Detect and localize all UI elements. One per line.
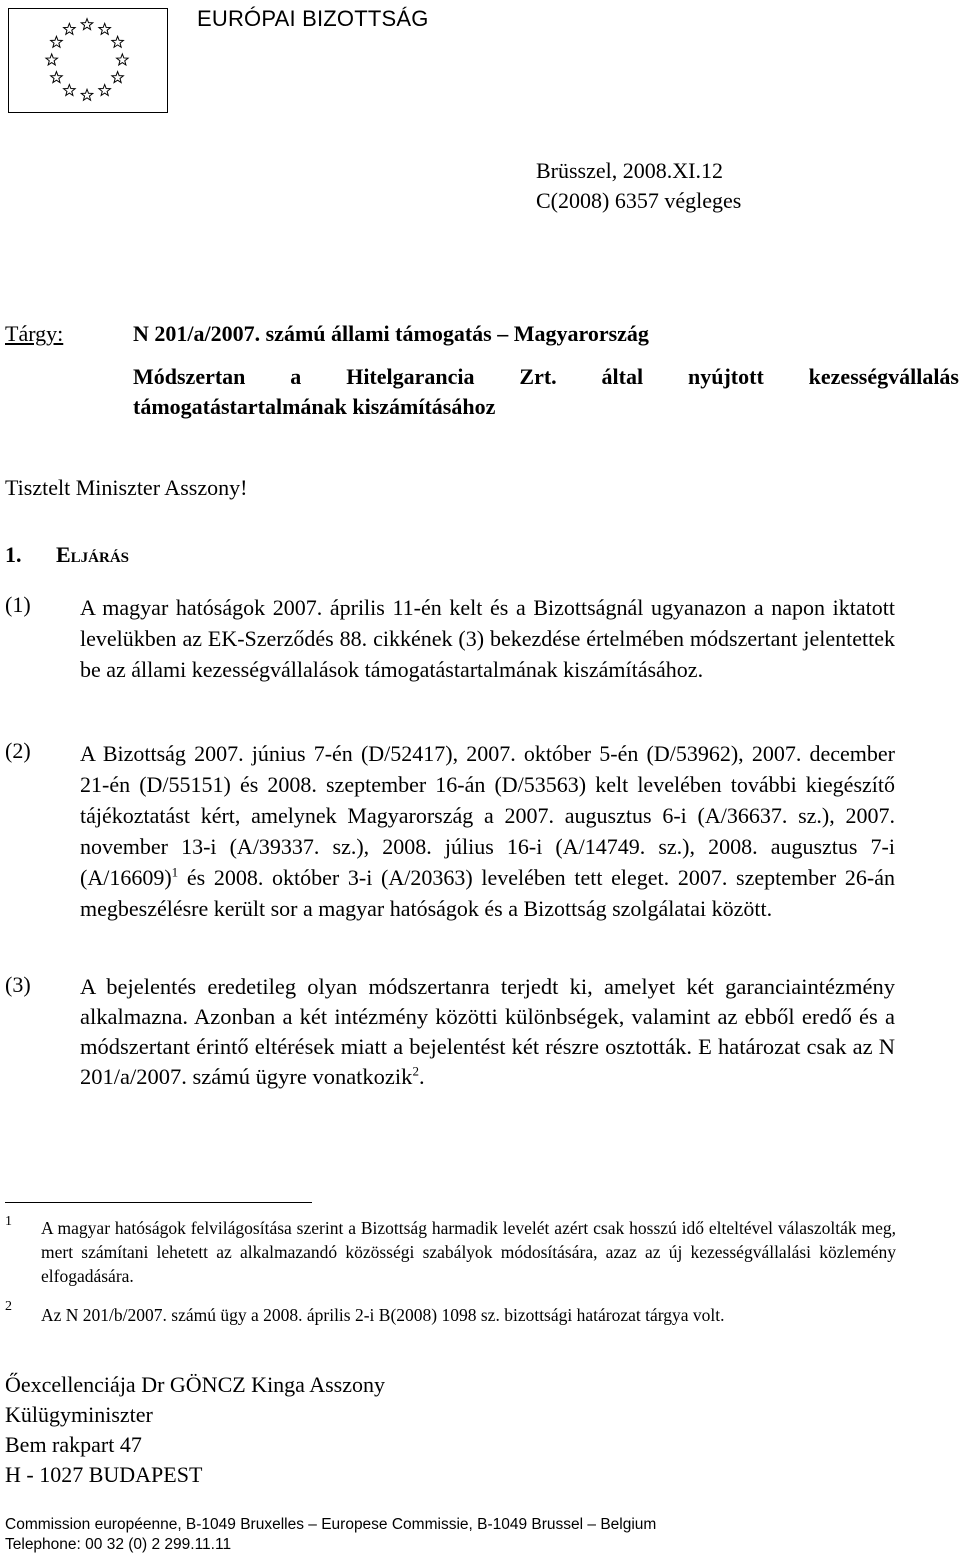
document-reference: C(2008) 6357 végleges: [536, 188, 742, 213]
footer-telephone: Telephone: 00 32 (0) 2 299.11.11: [5, 1536, 232, 1553]
subject-line-1: N 201/a/2007. számú állami támogatás – Magyarország: [133, 321, 649, 346]
place-date: Brüsszel, 2008.XI.12: [536, 158, 723, 183]
footer-address: Commission européenne, B-1049 Bruxelles – Europese Commissie, B-1049 Brussel – Belgium: [5, 1516, 657, 1533]
eu-flag-icon: [8, 8, 168, 113]
flag-star-icon: [46, 54, 58, 65]
flag-star-icon: [81, 19, 93, 30]
salutation: Tisztelt Miniszter Asszony!: [5, 475, 248, 500]
paragraph-1: A magyar hatóságok 2007. április 11-én kelt és a Bizottságnál ugyanazon a napon iktatott levelükben az EK-Szerződés 88. cikkének (3) bekezdése értelmében módszertant jelentettek be az állami kezességvállalások támogatástartalmának kiszámításához.: [80, 595, 895, 682]
section-title: Eljárás: [56, 542, 130, 567]
addressee-street: Bem rakpart 47: [5, 1432, 142, 1457]
subject-label: Tárgy:: [5, 321, 64, 346]
footnote-2: Az N 201/b/2007. számú ügy a 2008. április 2-i B(2008) 1098 sz. bizottsági határozat tárgya volt.: [41, 1305, 725, 1325]
footnote-1: A magyar hatóságok felvilágosítása szerint a Bizottság harmadik levelét azért csak hosszú idő elteltével válaszolták meg, mert számítani lehetett az alkalmazandó közösségi szabályok módosítására, azaz az új kezességvállalási közlemény elfogadására.: [41, 1218, 896, 1286]
flag-star-icon: [64, 23, 76, 34]
flag-star-icon: [99, 85, 111, 96]
subject-line-2: Módszertan a Hitelgarancia Zrt. által nyújtott kezességvállalás: [133, 364, 959, 389]
addressee-name: Őexcellenciája Dr GÖNCZ Kinga Asszony: [5, 1372, 386, 1397]
footnote-separator: [5, 1202, 312, 1203]
flag-star-icon: [112, 72, 124, 83]
flag-star-icon: [64, 85, 76, 96]
paragraph-3: [80, 972, 895, 1092]
paragraph-number-2: (2): [5, 738, 31, 763]
organization-name: EURÓPAI BIZOTTSÁG: [197, 6, 429, 31]
paragraph-number-1: (1): [5, 592, 31, 617]
flag-star-icon: [99, 23, 111, 34]
addressee-city: H - 1027 BUDAPEST: [5, 1462, 203, 1487]
paragraph-2-text-b: és 2008. október 3-i (A/20363) levelében tett eleget. 2007. szeptember 26-án megbeszélésre került sor a magyar hatóságok és a Bizottság szolgálatai között.: [80, 865, 895, 921]
paragraph-number-3: (3): [5, 972, 31, 997]
paragraph-3-text-a: A bejelentés eredetileg olyan módszertanra terjedt ki, amelyet két garanciaintézmény alkalmazna. Azonban a két intézmény közötti különbségek, valamint az ebből eredő és a módszertant érintő eltérések miatt a bejelentést két részre osztották. E határozat csak az N 201/a/2007. számú ügyre vonatkozik: [80, 974, 895, 1089]
subject-line-3: támogatástartalmának kiszámításához: [133, 394, 496, 419]
footnote-ref-1: 1: [171, 864, 179, 880]
paragraph-2-text-a: A Bizottság 2007. június 7-én (D/52417), 2007. október 5-én (D/53962), 2007. december 21-én (D/55151) és 2008. szeptember 16-án (D/53563) kelt levelében további kiegészítő tájékoztatást kért, amelynek Magyarország a 2007. augusztus 6-i (A/36637. sz.), 2007. november 13-i (A/39337. sz.), 2008. július 16-i (A/14749. sz.), 2008. augusztus 7-i (A/16609): [80, 741, 895, 890]
paragraph-2: [80, 738, 895, 924]
flag-star-icon: [112, 36, 124, 47]
eu-flag-stars: [9, 9, 167, 112]
flag-star-icon: [117, 54, 129, 65]
paragraph-3-text-b: .: [418, 1064, 425, 1089]
footnote-number-2: 2: [5, 1299, 12, 1314]
footnote-ref-2: 2: [412, 1063, 419, 1079]
flag-star-icon: [51, 36, 63, 47]
flag-star-icon: [81, 89, 93, 100]
addressee-title: Külügyminiszter: [5, 1402, 153, 1427]
footnote-number-1: 1: [5, 1214, 12, 1229]
flag-star-icon: [51, 72, 63, 83]
section-number: 1.: [5, 542, 22, 567]
